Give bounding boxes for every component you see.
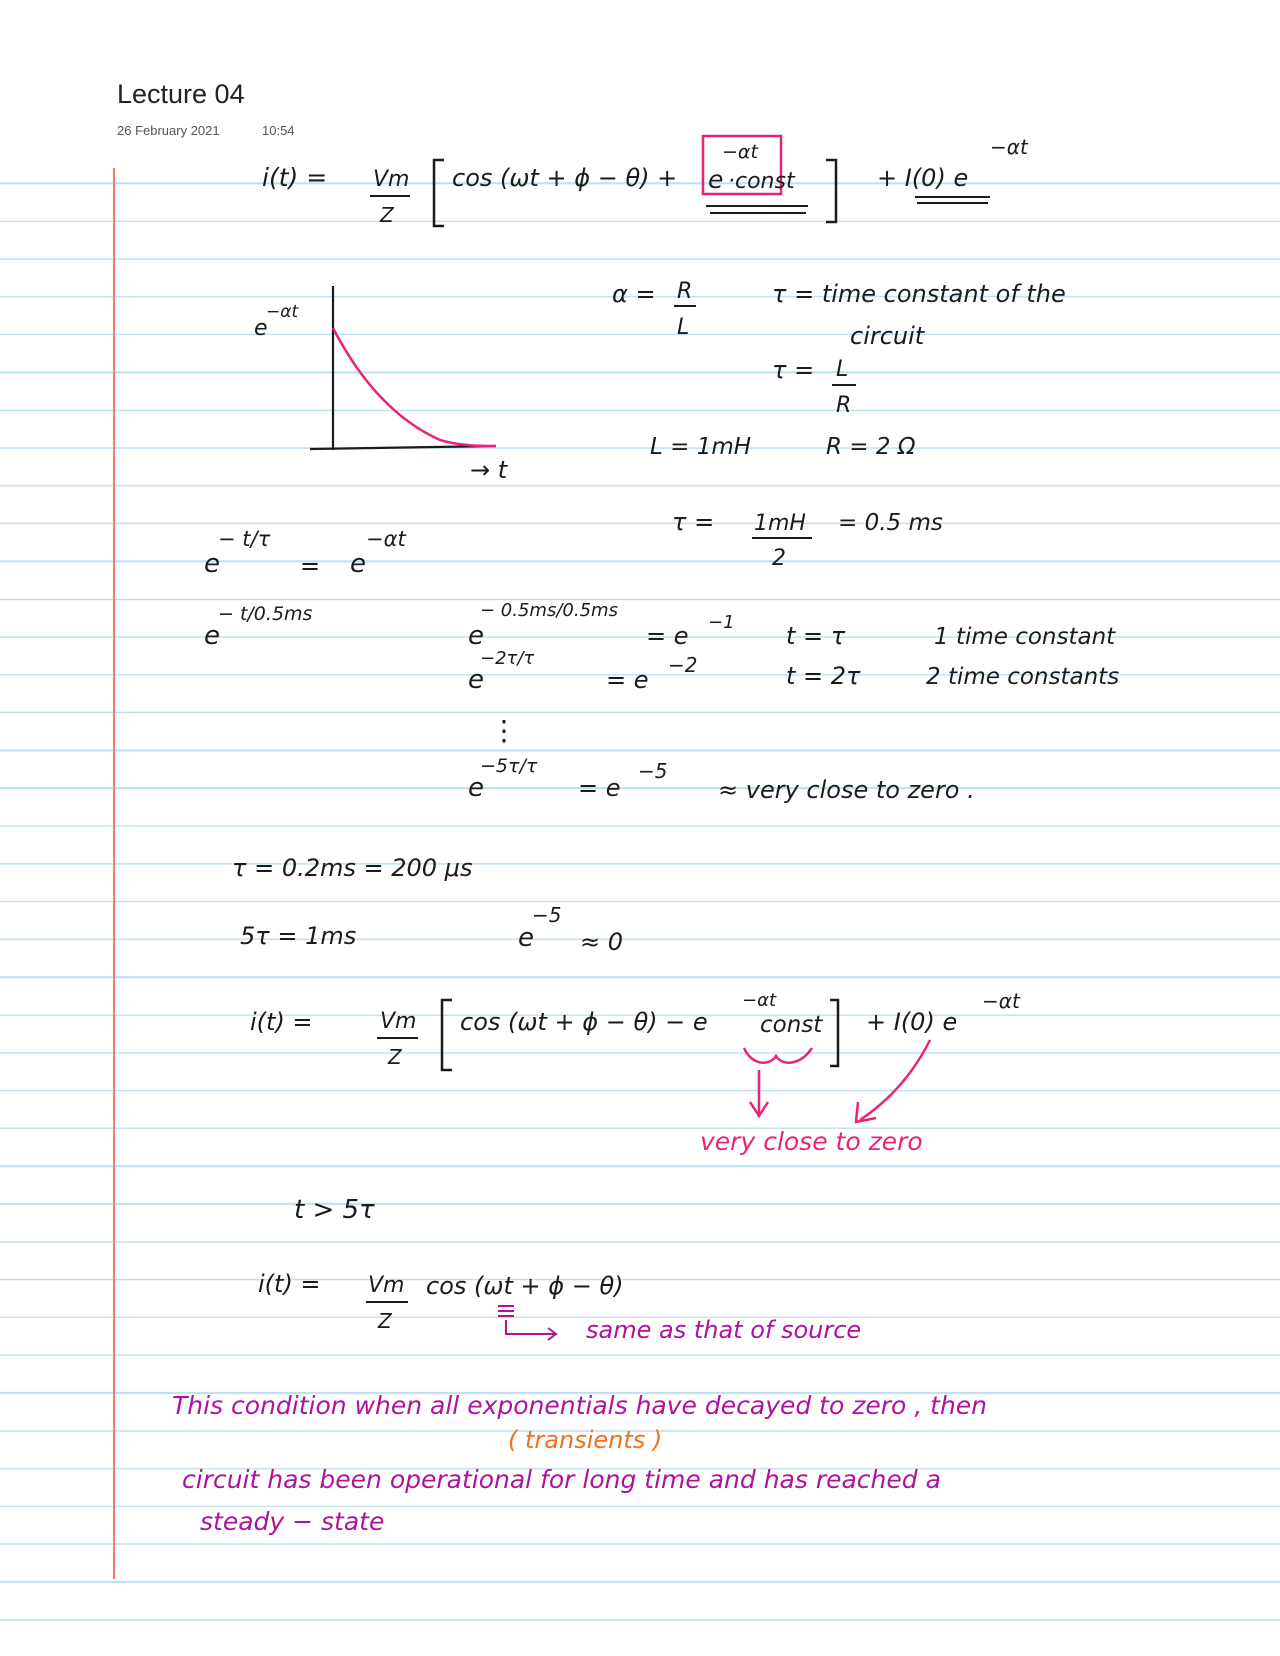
series-dots: ⋮: [490, 714, 518, 747]
exp-rhs-exp: −αt: [366, 527, 406, 551]
graph-ylabel-exp: −αt: [266, 302, 299, 322]
eq1-vm: Vm: [373, 167, 410, 192]
tau-formula: τ =: [772, 356, 815, 384]
eq1-lhs: i(t) =: [262, 163, 328, 192]
alpha-r: R: [677, 279, 693, 304]
tc-d2: 2 time constants: [926, 664, 1120, 690]
alpha-label: α =: [612, 280, 656, 308]
series-approx-note: ≈ very close to zero .: [718, 776, 975, 804]
series-r2-exp: −2τ/τ: [480, 648, 535, 669]
series-r2-rhs-exp: −2: [668, 653, 698, 677]
equation-2: [250, 989, 1021, 1156]
eq2-note: very close to zero: [700, 1127, 923, 1156]
equation-3: [258, 1270, 861, 1344]
eq2-const: const: [760, 1012, 823, 1038]
tau-calc: τ =: [672, 508, 715, 536]
eq2-tail-exp: −αt: [982, 989, 1020, 1013]
eq2-tail: + I(0) e: [866, 1008, 958, 1036]
tau-calc-den: 2: [772, 546, 786, 571]
tau-example-e: e: [518, 923, 534, 953]
tau-den: R: [836, 393, 852, 418]
page-title[interactable]: Lecture 04: [117, 79, 245, 109]
exp-lhs-e: e: [204, 549, 220, 579]
series-r1-e: e: [468, 621, 484, 651]
condition: t > 5τ: [294, 1195, 375, 1225]
alpha-l: L: [677, 315, 690, 340]
tau-example: [232, 854, 623, 956]
eq2-lhs: i(t) =: [250, 1008, 313, 1036]
time-constant-list: [786, 622, 1119, 690]
exp-sub-e: e: [204, 621, 220, 651]
summary-line-3: steady − state: [200, 1507, 385, 1536]
series-r2-rhs: = e: [606, 666, 649, 694]
series-r3-rhs: = e: [578, 774, 621, 802]
series-r2-e: e: [468, 665, 484, 695]
eq1-exp: −αt: [722, 141, 758, 163]
series-r1-rhs-exp: −1: [708, 612, 735, 633]
tc-t2: t = 2τ: [786, 662, 861, 690]
exp-lhs-exp: − t/τ: [218, 527, 271, 551]
summary: [172, 1391, 987, 1536]
inductance-value: L = 1mH: [650, 434, 752, 460]
graph-ylabel: e: [254, 316, 268, 341]
page-date: 26 February 2021: [117, 123, 220, 138]
tau-example-l2: 5τ = 1ms: [240, 922, 357, 950]
eq3-vm: Vm: [368, 1273, 405, 1298]
tau-definition: τ = time constant of the: [772, 280, 1066, 308]
eq1-close-bracket: [826, 160, 836, 222]
eq3-note: same as that of source: [586, 1316, 862, 1344]
tau-example-tail: ≈ 0: [580, 928, 624, 956]
eq2-term-exp: −αt: [742, 990, 777, 1011]
tau-calc-num: 1mH: [754, 511, 806, 536]
graph-x-axis: [310, 446, 496, 449]
series-r3-exp: −5τ/τ: [480, 755, 538, 777]
eq3-lhs: i(t) =: [258, 1270, 321, 1298]
eq1-tail-exp: −αt: [990, 135, 1028, 159]
summary-transients: ( transients ): [508, 1426, 663, 1454]
eq1-z: Z: [380, 203, 394, 227]
decay-graph: [254, 286, 509, 484]
tc-t1: t = τ: [786, 622, 846, 650]
page-time: 10:54: [262, 123, 295, 138]
series-r3-e: e: [468, 773, 484, 803]
resistance-value: R = 2 Ω: [826, 434, 916, 460]
tau-num: L: [836, 357, 849, 382]
series-r1-exp: − 0.5ms/0.5ms: [480, 600, 618, 621]
eq2-vm: Vm: [380, 1009, 417, 1034]
eq2-arrow-2: [860, 1040, 930, 1120]
eq3-term: cos (ωt + ϕ − θ): [426, 1272, 624, 1300]
graph-decay-curve: [333, 328, 496, 446]
tau-definition-circuit: circuit: [850, 322, 925, 350]
exp-rhs-e: e: [350, 549, 366, 579]
eq1-open-bracket: [434, 160, 444, 226]
summary-line-1: This condition when all exponentials have decayed to zero , then: [172, 1391, 988, 1420]
eq1-tail: + I(0) e: [877, 164, 969, 192]
definitions: [612, 279, 1066, 571]
tau-example-l1: τ = 0.2ms = 200 μs: [232, 854, 473, 882]
eq3-z: Z: [378, 1309, 392, 1333]
exp-equals: =: [300, 552, 321, 580]
eq2-z: Z: [388, 1045, 402, 1069]
tau-example-exp: −5: [532, 903, 562, 927]
eq2-term: cos (ωt + ϕ − θ) − e: [460, 1008, 708, 1036]
eq3-arrow: [506, 1320, 556, 1334]
exp-sub-exp: − t/0.5ms: [218, 603, 313, 625]
equation-1: [262, 135, 1029, 227]
graph-xlabel: → t: [470, 456, 508, 484]
summary-line-2: circuit has been operational for long time and has reached a: [182, 1465, 941, 1494]
series-r1-rhs: = e: [646, 622, 689, 650]
tc-d1: 1 time constant: [934, 624, 1116, 650]
exp-equivalence: [204, 527, 406, 651]
exponential-series: [468, 600, 975, 804]
tau-calc-result: = 0.5 ms: [838, 510, 943, 536]
eq1-const: ·const: [728, 169, 795, 194]
series-r3-rhs-exp: −5: [638, 759, 668, 783]
eq2-brace: [744, 1048, 812, 1063]
eq1-e: e: [708, 165, 724, 194]
eq1-term: cos (ωt + ϕ − θ) +: [452, 164, 678, 192]
